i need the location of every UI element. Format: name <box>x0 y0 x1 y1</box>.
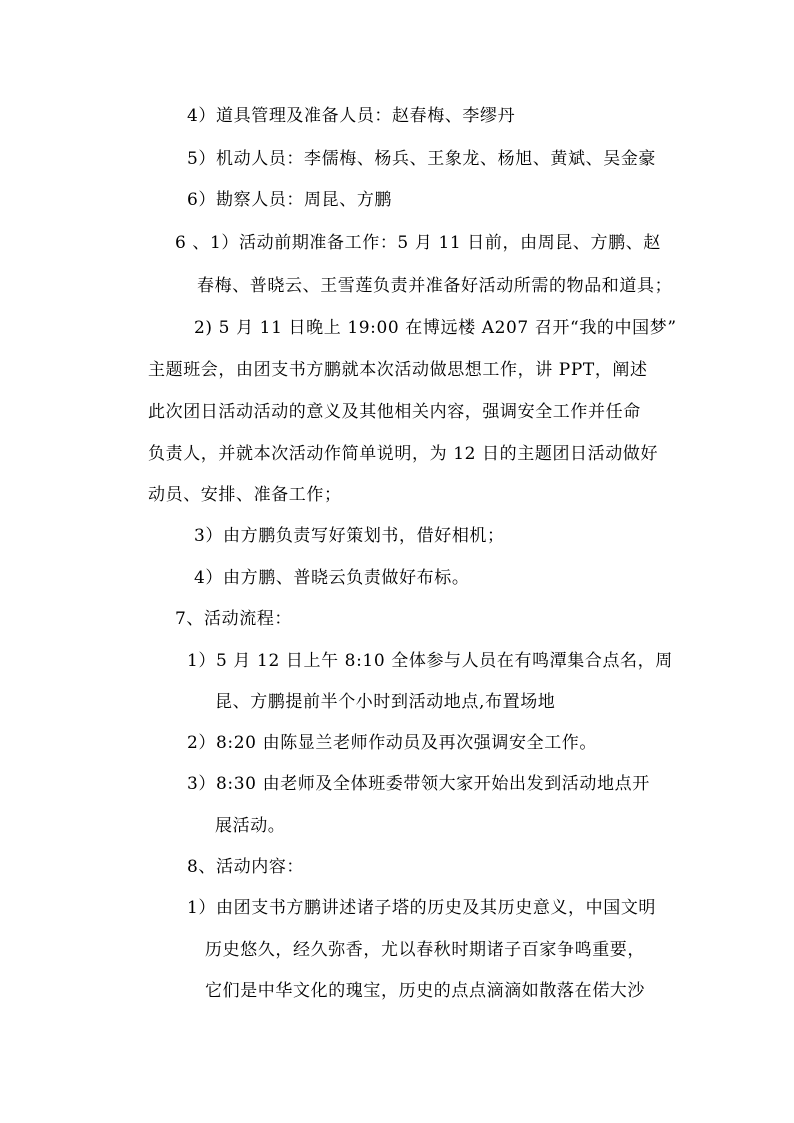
text-line: 6）勘察人员：周昆、方鹏 <box>187 190 393 210</box>
text-line: 4）道具管理及准备人员：赵春梅、李缪丹 <box>187 106 516 126</box>
text-line: 8、活动内容： <box>187 857 305 877</box>
text-line: 7、活动流程： <box>175 609 293 629</box>
text-line: 3）由方鹏负责写好策划书，借好相机； <box>194 526 505 546</box>
text-line: 此次团日活动活动的意义及其他相关内容，强调安全工作并任命 <box>148 402 641 422</box>
text-line: 3）8:30 由老师及全体班委带领大家开始出发到活动地点开 <box>187 774 650 794</box>
text-line: 昆、方鹏提前半个小时到活动地点,布置场地 <box>215 692 556 712</box>
text-line: 2) 5 月 11 日晚上 19:00 在博远楼 A207 召开“我的中国梦” <box>194 318 677 338</box>
text-line: 5）机动人员：李儒梅、杨兵、王象龙、杨旭、黄斌、吴金豪 <box>187 149 657 169</box>
text-line: 主题班会，由团支书方鹏就本次活动做思想工作，讲 PPT，阐述 <box>148 360 648 380</box>
text-line: 历史悠久，经久弥香，尤以春秋时期诸子百家争鸣重要， <box>205 940 645 960</box>
text-line: 4）由方鹏、普晓云负责做好布标。 <box>194 568 470 588</box>
text-line: 动员、安排、准备工作； <box>148 485 342 505</box>
text-line: 6 、1）活动前期准备工作：5 月 11 日前，由周昆、方鹏、赵 <box>175 233 661 253</box>
text-line: 1）由团支书方鹏讲述诸子塔的历史及其历史意义，中国文明 <box>187 898 657 918</box>
text-line: 1）5 月 12 日上午 8:10 全体参与人员在有鸣潭集合点名，周 <box>187 651 673 671</box>
text-line: 春梅、普晓云、王雪莲负责并准备好活动所需的物品和道具； <box>197 276 673 296</box>
text-line: 2）8:20 由陈显兰老师作动员及再次强调安全工作。 <box>187 733 597 753</box>
text-line: 展活动。 <box>215 816 286 836</box>
text-line: 它们是中华文化的瑰宝，历史的点点滴滴如散落在偌大沙 <box>205 981 645 1001</box>
text-line: 负责人，并就本次活动作简单说明，为 12 日的主题团日活动做好 <box>148 444 659 464</box>
